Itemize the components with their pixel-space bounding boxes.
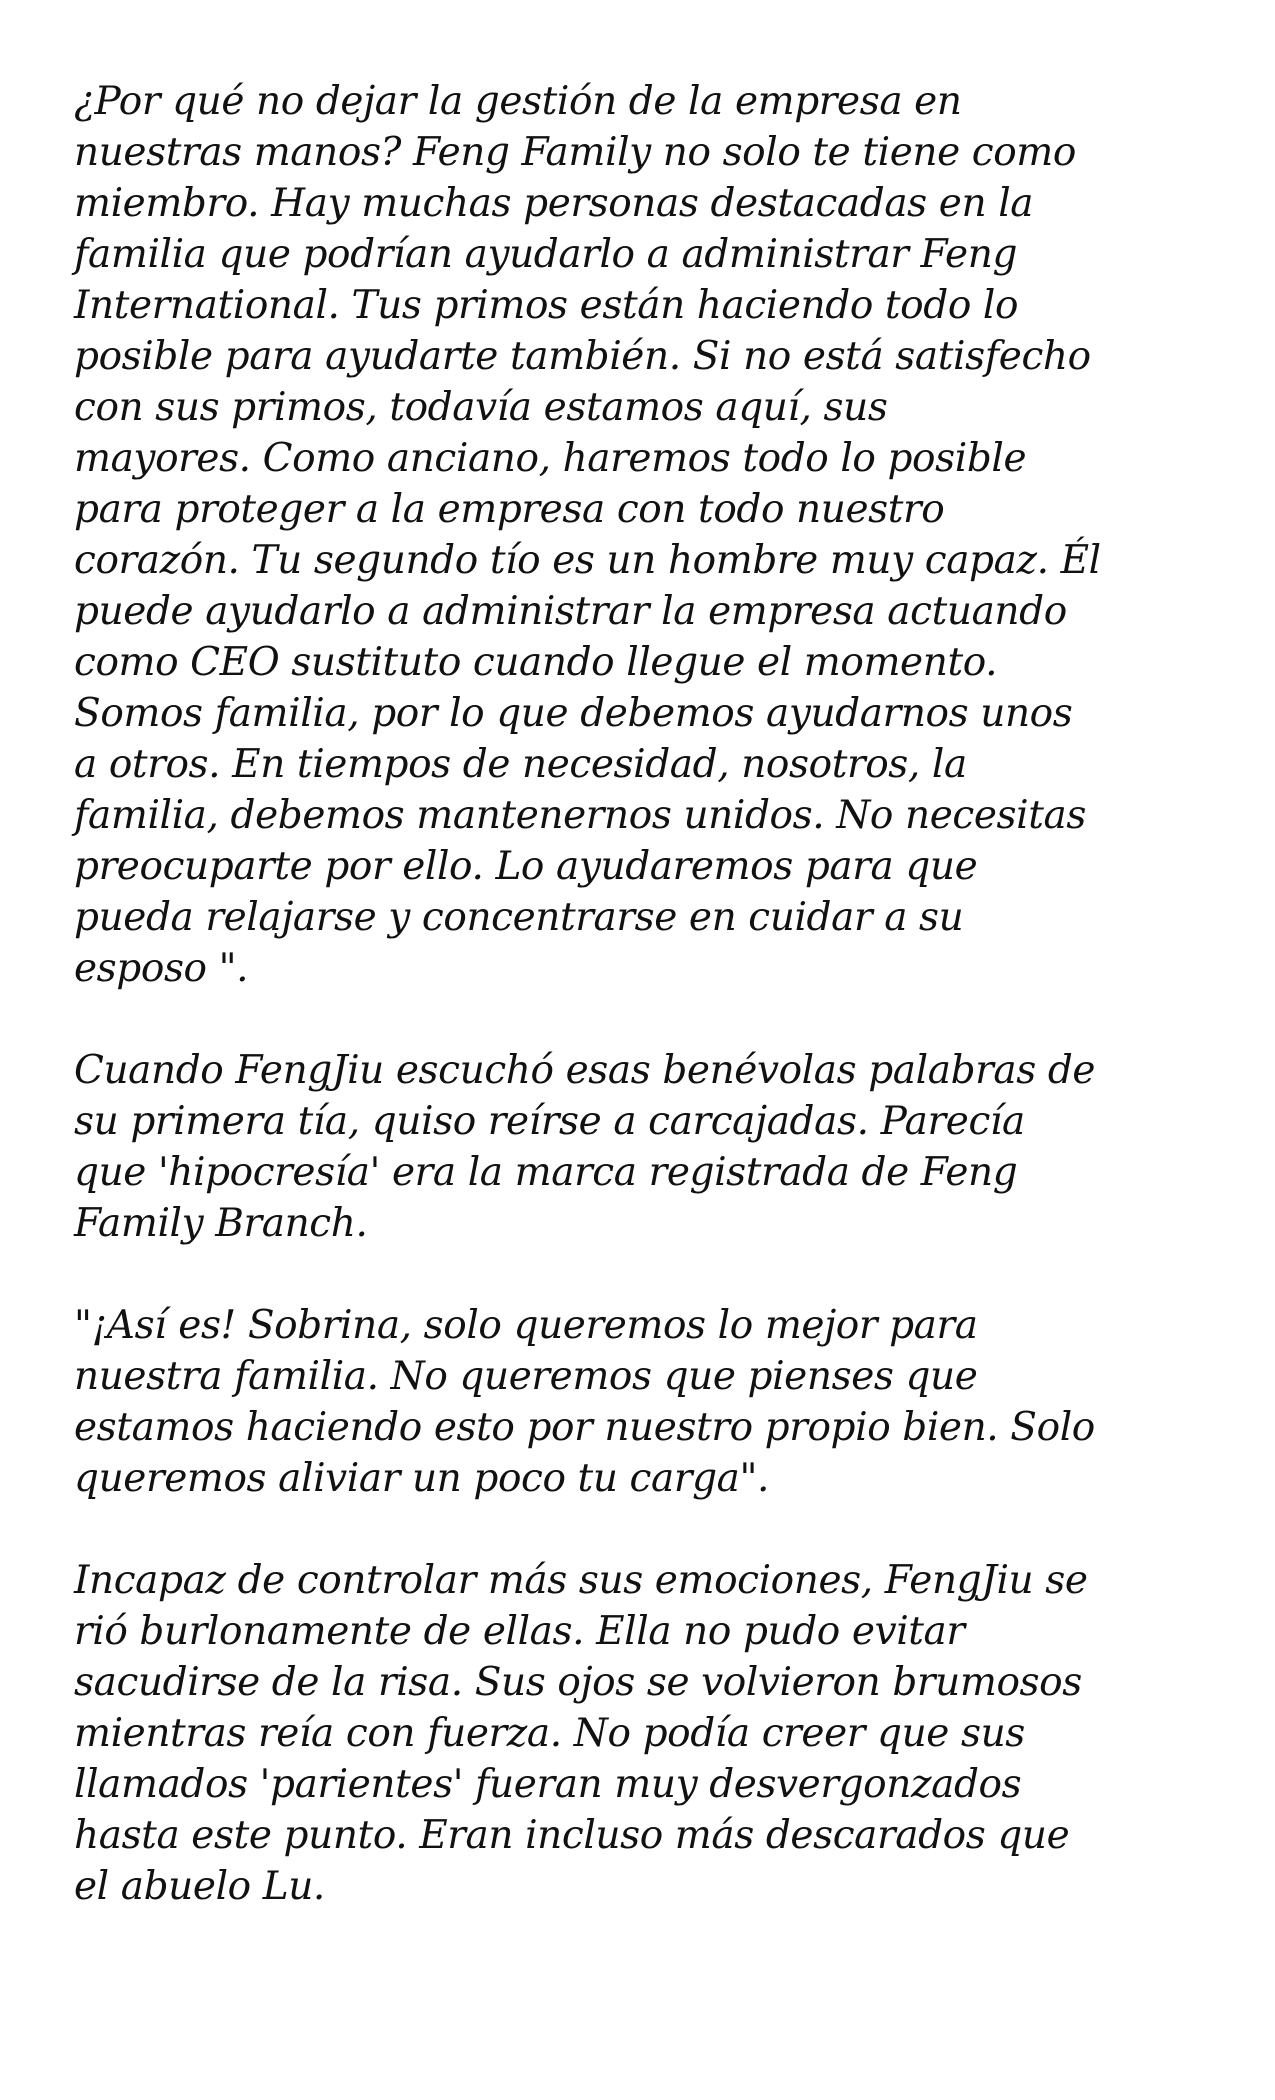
- paragraph-1: [74, 76, 1219, 994]
- text-line: a otros. En tiempos de necesidad, nosotros, la: [74, 742, 967, 787]
- text-line: para proteger a la empresa con todo nuestro: [74, 487, 945, 532]
- text-line: nuestras manos? Feng Family no solo te tiene como: [74, 130, 1076, 175]
- text-line: International. Tus primos están haciendo todo lo: [74, 283, 1019, 328]
- text-line: miembro. Hay muchas personas destacadas en la: [74, 181, 1034, 226]
- text-line: con sus primos, todavía estamos aquí, sus: [74, 385, 888, 430]
- paragraph-4: [74, 1555, 1219, 1912]
- text-line: rió burlonamente de ellas. Ella no pudo evitar: [74, 1609, 965, 1654]
- paragraph-2: [74, 1045, 1219, 1249]
- text-line: familia que podrían ayudarlo a administrar Feng: [74, 232, 1018, 277]
- text-line: esposo ".: [74, 946, 249, 991]
- text-line: queremos aliviar un poco tu carga".: [74, 1456, 770, 1501]
- text-line: ¿Por qué no dejar la gestión de la empresa en: [74, 79, 962, 124]
- text-line: su primera tía, quiso reírse a carcajadas. Parecía: [74, 1099, 1025, 1144]
- paragraph-3: [74, 1300, 1219, 1504]
- text-line: el abuelo Lu.: [74, 1864, 325, 1909]
- text-line: como CEO sustituto cuando llegue el momento.: [74, 640, 998, 685]
- text-line: preocuparte por ello. Lo ayudaremos para que: [74, 844, 978, 889]
- text-line: Cuando FengJiu escuchó esas benévolas palabras de: [74, 1048, 1096, 1093]
- text-line: Incapaz de controlar más sus emociones, FengJiu se: [74, 1558, 1088, 1603]
- text-line: Somos familia, por lo que debemos ayudarnos unos: [74, 691, 1073, 736]
- text-line: sacudirse de la risa. Sus ojos se volvieron brumosos: [74, 1660, 1082, 1705]
- text-line: mientras reía con fuerza. No podía creer que sus: [74, 1711, 1025, 1756]
- text-line: "¡Así es! Sobrina, solo queremos lo mejor para: [74, 1303, 978, 1348]
- text-line: llamados 'parientes' fueran muy desvergonzados: [74, 1762, 1022, 1807]
- text-line: estamos haciendo esto por nuestro propio bien. Solo: [74, 1405, 1095, 1450]
- text-line: que 'hipocresía' era la marca registrada de Feng: [74, 1150, 1018, 1195]
- text-line: pueda relajarse y concentrarse en cuidar a su: [74, 895, 964, 940]
- text-line: posible para ayudarte también. Si no está satisfecho: [74, 334, 1091, 379]
- document-body: [74, 76, 1219, 1963]
- text-line: hasta este punto. Eran incluso más descarados que: [74, 1813, 1070, 1858]
- text-line: nuestra familia. No queremos que pienses que: [74, 1354, 978, 1399]
- text-line: corazón. Tu segundo tío es un hombre muy capaz. Él: [74, 538, 1101, 583]
- text-line: puede ayudarlo a administrar la empresa actuando: [74, 589, 1067, 634]
- text-line: familia, debemos mantenernos unidos. No necesitas: [74, 793, 1086, 838]
- text-line: Family Branch.: [74, 1201, 368, 1246]
- text-line: mayores. Como anciano, haremos todo lo posible: [74, 436, 1027, 481]
